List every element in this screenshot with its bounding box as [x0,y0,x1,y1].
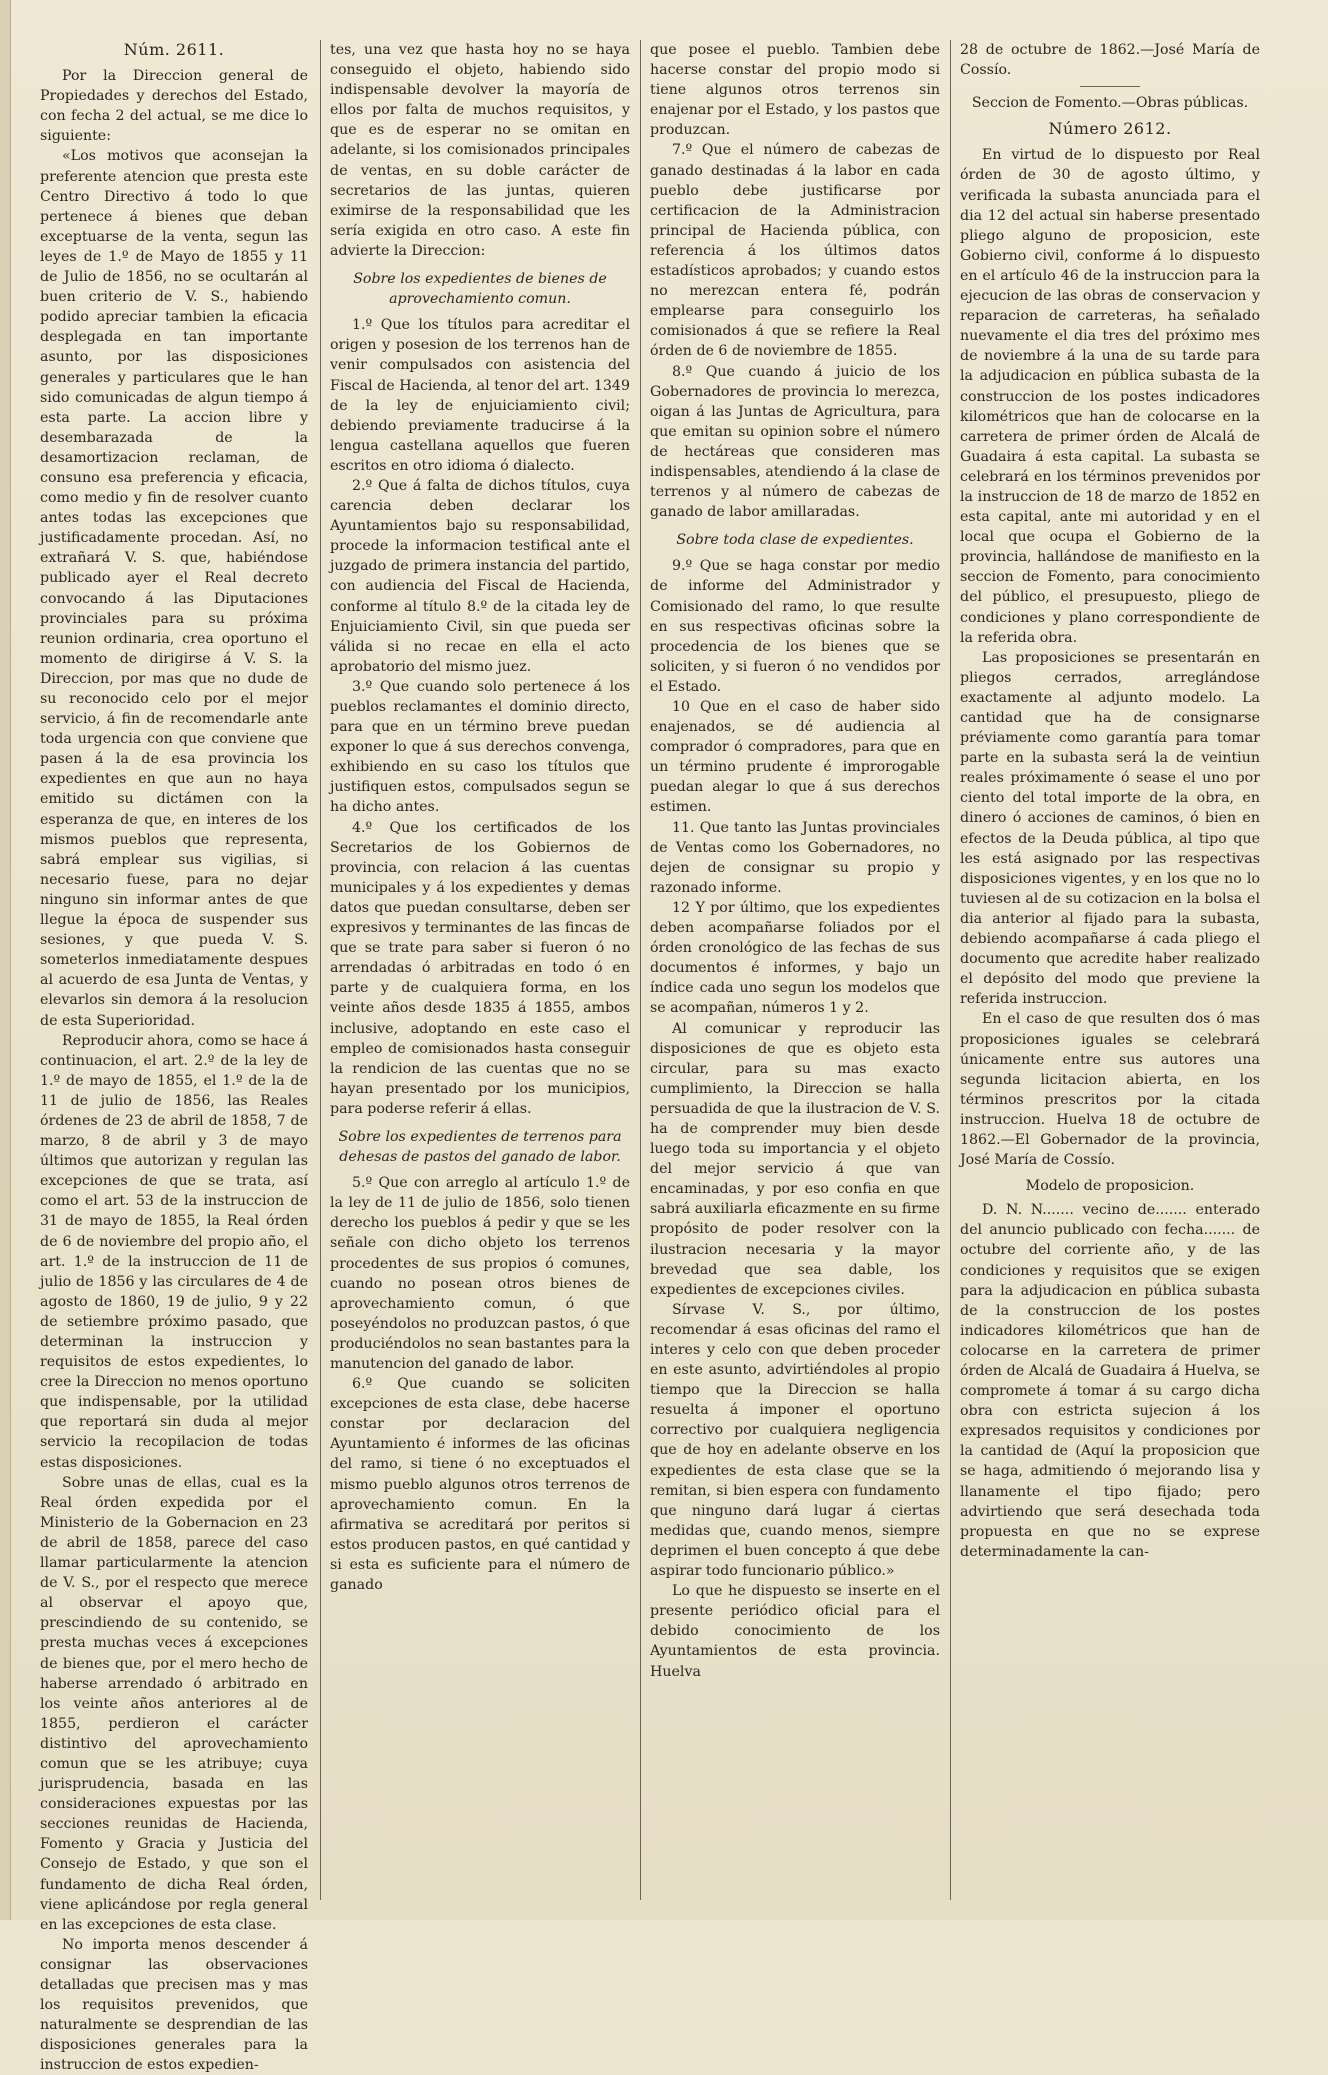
section-heading: Sobre los expedientes de bienes de aprovechamiento comun. [353,271,607,308]
paragraph: Al comunicar y reproducir las disposiciones de que es objeto esta circular, para su mas exacto cumplimiento, la Direccion se halla persuadida de que la ilustracion de V. S. ha de comprender muy bien desde luego toda su importancia y el objeto del mejor servicio á que van encaminadas, y por eso confia en que sabrá auxiliarla eficazmente en su firme propósito de poder resolver con la ilustracion necesaria y la mayor brevedad que sea dable, los expedientes de excepciones civiles. [650,1020,940,1298]
paragraph: «Los motivos que aconsejan la preferente atencion que presta este Centro Directivo á todo lo que pertenece á bienes que deban exceptuarse de la venta, segun las leyes de 1.º de Mayo de 1855 y 11 de Julio de 1856, no se ocultarán al buen criterio de V. S., habiendo podido apreciar tambien la eficacia desplegada en tan importante asunto, por las disposiciones generales y particulares que le han sido comunicadas de algun tiempo á esta parte. La accion libre y desembarazada de la desamortizacion reclaman, de consuno esa preferencia y eficacia, como medio y fin de resolver cuanto antes todas las excepciones que justificadamente procedan. Así, no extrañará V. S. que, habiéndose publicado ayer el Real decreto convocando á las Diputaciones provinciales para su próxima reunion ordinaria, crea oportuno el momento de dirigirse á V. S. la Direccion, por mas que no dude de su reconocido celo por el mejor servicio, á fin de recomendarle ante toda urgencia con que conviene que pasen á la de esa provincia los expedientes en que aun no haya emitido su dictámen con la esperanza de que, en interes de los mismos pueblos que representa, sabrá emplear sus vigilias, si necesario fuese, para no dejar ninguno sin informar antes de que llegue la época de suspender sus sesiones, y que pueda V. S. someterlos inmediatamente despues al acuerdo de esa Junta de Ventas, y elevarlos sin demora á la resolucion de esta Superioridad. [40,148,308,1029]
paragraph: Las proposiciones se presentarán en pliegos cerrados, arreglándose exactamente al adjunto modelo. La cantidad que ha de consignarse préviamente como garantía para tomar parte en la subasta será la de veintiun reales próximamente ó sease el uno por ciento del total importe de la obra, en dinero ó acciones de caminos, ó bien en efectos de la Deuda pública, al tipo que les está asignado por las respectivas disposiciones vigentes, y en los que no lo tuviesen al de su cotizacion en la bolsa el dia anterior al fijado para la subasta, debiendo acompañarse á cada pliego el documento que acredite haber realizado el depósito del modo que previene la referida instruccion. [960,649,1260,1008]
section-header: Seccion de Fomento.—Obras públicas. [971,95,1249,112]
numbered-item: 4.º Que los certificados de los Secretarios de los Gobiernos de provincia, con relacion á las cuentas municipales y á los expedientes y demas datos que puedan consultarse, deben ser expresivos y terminantes de las fincas de que se trate para saber si fueron ó no arrendadas ó arbitradas en todo ó en parte y de cualquiera forma, en los veinte años desde 1835 á 1855, ambos inclusive, adoptando en este caso el empleo de comisionados hasta conseguir la rendicion de las cuentas que no se hayan presentado por los municipios, para poderse referir á ellas. [330,819,630,1117]
numbered-item: 6.º Que cuando se soliciten excepciones de esta clase, debe hacerse constar por declaracion del Ayuntamiento é informes de las oficinas del ramo, si tiene ó no exceptuados el mismo pueblo algunos otros terrenos de aprovechamiento comun. En la afirmativa se acreditará por peritos si estos producen pastos, en qué cantidad y si esta es suficiente para el número de ganado [330,1376,630,1594]
column-1 [40,40,308,2074]
numbered-item: 8.º Que cuando á juicio de los Gobernadores de provincia lo merezca, oigan á las Juntas de Agricultura, para que emitan su opinion sobre el número de hectáreas que consideren mas indispensables, atendiendo á la clase de terrenos y al número de cabezas de ganado de labor amillaradas. [650,363,940,521]
model-text: D. N. N....... vecino de....... enterado del anuncio publicado con fecha....... de octubre del corriente año, y de las condiciones y requisitos que se exigen para la adjudicacion en pública subasta de la construccion de los postes indicadores kilométricos que han de colocarse en la carretera de primer órden de Alcalá de Guadaira á Huelva, se compromete á tomar á su cargo dicha obra con estricta sujecion á los expresados requisitos y condiciones por la cantidad de (Aquí la proposicion que se haga, admitiendo ó mejorando lisa y llanamente el tipo fijado; pero advirtiendo que será desechada toda propuesta en que no se exprese determinadamente la can- [960,1202,1260,1560]
numbered-item: 12 Y por último, que los expedientes deben acompañarse foliados por el órden cronológico de las fechas de sus documentos é informes, y bajo un índice cada uno segun los modelos que se acompañan, números 1 y 2. [650,899,940,1017]
page-binding-edge [0,0,11,1920]
signature-line: 28 de octubre de 1862.—José María de Cossío. [960,42,1260,79]
column-4 [960,40,1260,1908]
paragraph: Reproducir ahora, como se hace á continuacion, el art. 2.º de la ley de 1.º de mayo de 1855, el 1.º de la de 11 de julio de 1856, las Reales órdenes de 23 de abril de 1858, 7 de marzo, 8 de abril y 3 de mayo últimos que autorizan y regulan las excepciones de que se trata, así como el art. 53 de la instruccion de 31 de mayo de 1855, la Real órden de 6 de noviembre del propio año, el art. 1.º de la instruccion de 11 de julio de 1856 y las circulares de 4 de agosto de 1860, 19 de julio, 9 y 22 de setiembre próximo pasado, que determinan la instruccion y requisitos de estos expedientes, lo cree la Direccion no menos oportuno que indispensable, por la utilidad que reportará sin duda al mejor servicio la recopilacion de todas estas disposiciones. [40,1032,308,1471]
numbered-item: 5.º Que con arreglo al artículo 1.º de la ley de 11 de julio de 1856, solo tienen derecho los pueblos á pedir y que se les señale con dicho objeto los terrenos procedentes de sus propios ó comunes, cuando no posean otros bienes de aprovechamiento comun, ó que poseyéndolos no produzcan pastos, ó que produciéndolos no sean bastantes para la manutencion del ganado de labor. [330,1175,630,1372]
paragraph: Sobre unas de ellas, cual es la Real órden expedida por el Ministerio de la Gobernacion en 23 de abril de 1858, parece del caso llamar particularmente la atencion de V. S., por el respecto que merece al observar el apoyo que, prescindiendo de su contenido, se presta muchas veces á excepciones de bienes que, por el mero hecho de haberse arrendado ó arbitrado en los veinte años anteriores al de 1855, perdieron el carácter distintivo del aprovechamiento comun que se les atribuye; cuya jurisprudencia, basada en las consideraciones expuestas por las secciones reunidas de Hacienda, Fomento y Gracia y Justicia del Consejo de Estado, y que son el fundamento de dicha Real órden, viene aplicándose por regla general en las excepciones de esta clase. [40,1474,308,1933]
numbered-item: 9.º Que se haga constar por medio de informe del Administrador y Comisionado del ramo, lo que resulte en sus respectivas oficinas sobre la procedencia de los bienes que se soliciten, y si fueron ó no vendidos por el Estado. [650,558,940,695]
numbered-item: 3.º Que cuando solo pertenece á los pueblos reclamantes el dominio directo, para que en un término breve puedan exponer lo que á sus derechos convenga, exhibiendo en su caso los títulos que justifiquen estos, compulsados segun se ha dicho antes. [330,678,630,816]
paragraph: que posee el pueblo. Tambien debe hacerse constar del propio modo si tiene algunos otros terrenos sin enajenar por el Estado, y los pastos que produzcan. [650,42,940,139]
paragraph: En el caso de que resulten dos ó mas proposiciones iguales se celebrará únicamente entre sus autores una segunda licitacion abierta, en los términos prescritos por la citada instruccion. Huelva 18 de octubre de 1862.—El Gobernador de la provincia, José María de Cossío. [960,1011,1260,1169]
numbered-item: 2.º Que á falta de dichos títulos, cuya carencia deben declarar los Ayuntamientos bajo su responsabilidad, procede la informacion testifical ante el juzgado de primera instancia del partido, con audiencia del Fiscal de Hacienda, conforme al título 8.º de la citada ley de Enjuiciamiento Civil, sin que pueda ser válida si no recae en ella el acto aprobatorio del mismo juez. [330,477,630,675]
column-rule [950,40,951,1900]
notice-number: Núm. 2611. [123,40,225,59]
column-3 [650,40,940,1908]
column-2 [330,40,630,1908]
model-title: Modelo de proposicion. [1025,1178,1195,1195]
section-heading: Sobre toda clase de expedientes. [676,532,914,549]
numbered-item: 11. Que tanto las Juntas provinciales de Ventas como los Gobernadores, no dejen de consignar su propio y razonado informe. [650,819,940,896]
paragraph: Lo que he dispuesto se inserte en el presente periódico oficial para el debido conocimiento de los Ayuntamientos de esta provincia. Huelva [650,1583,940,1680]
numbered-item: 1.º Que los títulos para acreditar el origen y posesion de los terrenos han de venir compulsados con asistencia del Fiscal de Hacienda, al tenor del art. 1349 de la ley de enjuiciamiento civil; debiendo previamente traducirse á la lengua castellana aquellos que fueren escritos en otro idioma ó dialecto. [330,317,630,474]
notice-number: Número 2612. [1048,119,1172,139]
paragraph: Por la Direccion general de Propiedades y derechos del Estado, con fecha 2 del actual, se me dice lo siguiente: [40,68,308,145]
paragraph: tes, una vez que hasta hoy no se haya conseguido el objeto, habiendo sido indispensable devolver la mayoría de ellos por falta de muchos requisitos, y que es de esperar no se omitan en adelante, si los comisionados principales de ventas, en su doble carácter de secretarios de las juntas, quieren eximirse de la responsabilidad que les sería exigida en otro caso. A este fin advierte la Direccion: [330,42,630,259]
paragraph: En virtud de lo dispuesto por Real órden de 30 de agosto último, y verificada la subasta anunciada para el dia 12 del actual sin haberse presentado pliego alguno de proposicion, este Gobierno civil, conforme á lo dispuesto en el artículo 46 de la instruccion para la ejecucion de las obras de conservacion y reparacion de carreteras, ha señalado nuevamente el dia tres del próximo mes de noviembre á la una de su tarde para la adjudicacion en pública subasta de la construccion de los postes indicadores kilométricos que han de colocarse en la carretera de primer órden de Alcalá de Guadaira á esta capital. La subasta se celebrará en los términos prevenidos por la instruccion de 18 de marzo de 1852 en esta capital, ante mi autoridad y en el local que ocupa el Gobierno de la provincia, hallándose de manifiesto en la seccion de Fomento, para conocimiento del público, el presupuesto, pliego de condiciones y plano correspondiente de la referida obra. [960,147,1260,646]
numbered-item: 10 Que en el caso de haber sido enajenados, se dé audiencia al comprador ó compradores, para que en un término prudente é improrogable puedan alegar lo que á sus derechos estimen. [650,699,940,816]
section-heading: Sobre los expedientes de terrenos para dehesas de pastos del ganado de labor. [338,1128,622,1166]
numbered-item: 7.º Que el número de cabezas de ganado destinadas á la labor en cada pueblo debe justificarse por certificacion de la Administracion principal de Hacienda pública, con referencia á los últimos datos estadísticos aprobados; y cuando estos no merezcan entera fé, podrán emplearse para conseguirlo los comisionados á que se refiere la Real órden de 6 de noviembre de 1855. [650,142,940,360]
paragraph: Sírvase V. S., por último, recomendar á esas oficinas del ramo el interes y celo con que deben proceder en este asunto, advirtiéndoles al propio tiempo que la Direccion se halla resuelta á imponer el oportuno correctivo por cualquiera negligencia que de hoy en adelante observe en los expedientes de esta clase que se la remitan, si bien espera con fundamento que ninguno dará lugar á ciertas medidas que, cuando menos, siempre deprimen el buen concepto á que debe aspirar todo funcionario público.» [650,1301,940,1580]
column-rule [320,40,321,1900]
paragraph: No importa menos descender á consignar las observaciones detalladas que precisen mas y mas los requisitos prevenidos, que naturalmente se desprendian de las disposiciones generales para la instruccion de estos expedien- [40,1936,308,2074]
separator [1080,86,1140,87]
column-rule [640,40,641,1900]
